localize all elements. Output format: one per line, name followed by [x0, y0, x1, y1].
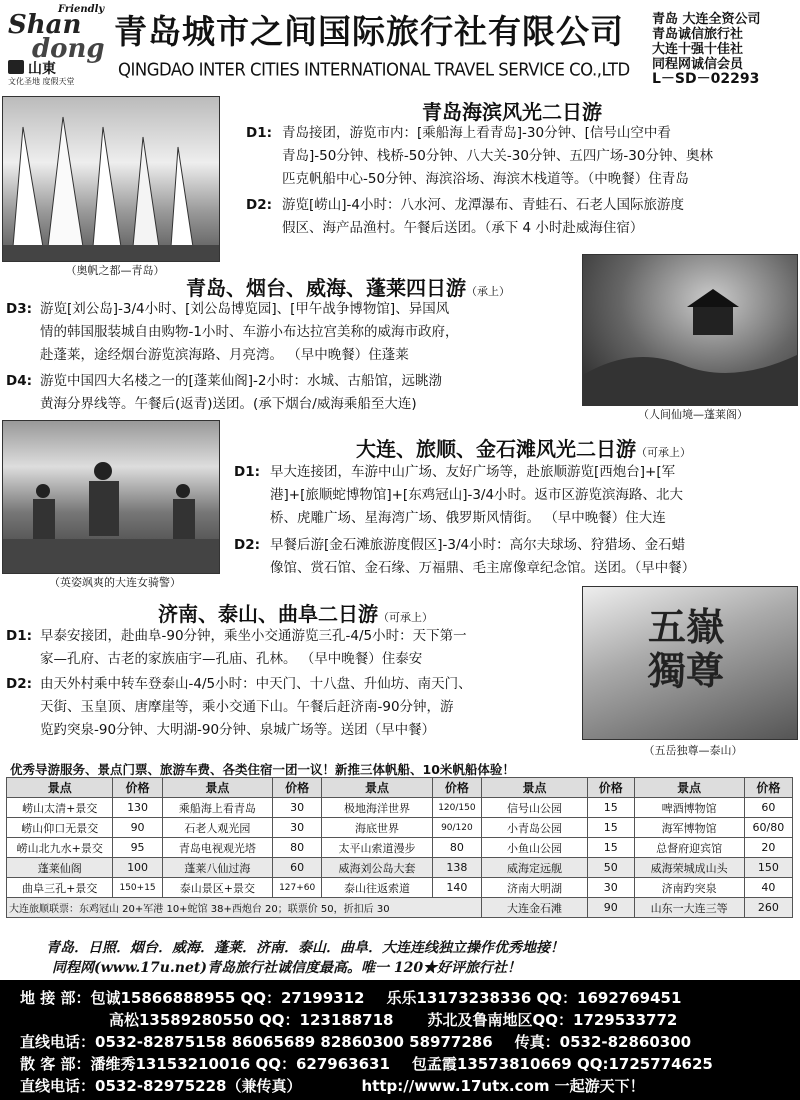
tour-title [158, 598, 433, 627]
credential-line: 同程网诚信会员 [652, 57, 744, 72]
table-cell: 60 [744, 798, 792, 818]
contact-text: 包诚15866888955 QQ：27199312 [90, 989, 365, 1007]
table-row [7, 798, 793, 818]
table-row [7, 898, 793, 918]
table-cell: 15 [587, 798, 634, 818]
tour-day [246, 194, 796, 240]
day-line: 家—孔府、古老的家族庙宇—孔庙、孔林。 （早中晚餐）住泰安 [40, 651, 423, 667]
day-line: 天街、玉皇顶、唐摩崖等，乘小交通下山。午餐后赶济南-90分钟，游 [40, 699, 454, 715]
credential-line: 青岛诚信旅行社 [652, 27, 744, 42]
table-cell: 济南趵突泉 [634, 878, 744, 898]
photo-caption: （人间仙境—蓬莱阁） [638, 408, 748, 421]
table-cell: 泰山往返索道 [322, 878, 432, 898]
table-cell: 15 [587, 838, 634, 858]
table-cell: 90/120 [432, 818, 481, 838]
contact-text: 苏北及鲁南地区QQ：1729533772 [427, 1011, 678, 1029]
table-cell: 小青岛公园 [482, 818, 588, 838]
stone-inscription: 五嶽獨尊 [647, 604, 724, 693]
photo-taishan [582, 586, 798, 740]
credential-line: 大连十强十佳社 [652, 42, 744, 57]
contact-text: 0532-82975228（兼传真） [95, 1077, 302, 1095]
table-cell: 威海定远舰 [482, 858, 588, 878]
table-cell: 太平山索道漫步 [322, 838, 432, 858]
table-cell: 40 [744, 878, 792, 898]
contact-row [20, 1031, 691, 1052]
tour-title-text: 大连、旅顺、金石滩风光二日游 [356, 437, 636, 461]
contact-label: 散 客 部： [20, 1055, 91, 1073]
contact-label: 地 接 部： [20, 989, 91, 1007]
day-label: D4: [6, 373, 32, 389]
day-label: D2: [246, 197, 272, 213]
contact-label: 直线电话： [20, 1033, 96, 1051]
tour-note: （可承上） [636, 446, 691, 459]
table-cell: 150+15 [113, 878, 162, 898]
table-header-cell: 价格 [273, 778, 322, 798]
company-name-en: QINGDAO INTER CITIES INTERNATIONAL TRAVEL SERVICE CO.,LTD [118, 59, 630, 80]
table-cell: 140 [432, 878, 481, 898]
table-cell: 120/150 [432, 798, 481, 818]
table-cell: 山东一大连三等 [634, 898, 744, 918]
table-cell: 100 [113, 858, 162, 878]
photo-caption: （英姿飒爽的大连女骑警） [49, 576, 181, 589]
table-cell: 信号山公园 [482, 798, 588, 818]
day-label: D2: [6, 676, 32, 692]
horse-riders-icon [3, 421, 219, 573]
contact-label: 直线电话： [20, 1077, 96, 1095]
day-line: 青岛接团，游览市内：[乘船海上看青岛]-30分钟、[信号山空中看 [282, 125, 671, 141]
photo-caption: （奥帆之都—青岛） [65, 264, 165, 277]
credential-line: 青岛 大连全资公司 [652, 12, 761, 27]
tour-title: 青岛海滨风光二日游 [422, 100, 602, 124]
table-cell: 崂山北九水+景交 [7, 838, 113, 858]
table-cell: 15 [587, 818, 634, 838]
pavilion-icon [583, 255, 797, 405]
logo-dong: dong [32, 34, 105, 64]
table-cell: 130 [113, 798, 162, 818]
table-cell: 小鱼山公园 [482, 838, 588, 858]
website-link[interactable]: http://www.17utx.com 一起游天下！ [361, 1077, 645, 1095]
table-cell: 30 [587, 878, 634, 898]
table-cell: 极地海洋世界 [322, 798, 432, 818]
contact-text: 高松13589280550 QQ：123188718 [109, 1011, 394, 1029]
tour-title [186, 272, 510, 301]
day-line: 桥、虎雕广场、星海湾广场、俄罗斯风情街。 （早中晚餐）住大连 [270, 510, 666, 526]
logo-cn: 山東 [28, 61, 56, 77]
tour-day [234, 461, 798, 530]
table-cell: 乘船海上看青岛 [162, 798, 272, 818]
day-line: 像馆、赏石馆、金石缘、万福鼎、毛主席像章纪念馆。送团。（早中餐） [270, 560, 696, 576]
contact-row [20, 987, 681, 1008]
day-label: D2: [234, 537, 260, 553]
table-cell: 90 [587, 898, 634, 918]
company-name-cn: 青岛城市之间国际旅行社有限公司 [114, 12, 624, 51]
logo-friendly: Friendly [58, 4, 105, 15]
table-cell: 青岛电视观光塔 [162, 838, 272, 858]
day-label: D1: [246, 125, 272, 141]
tour-note: （可承上） [378, 611, 433, 624]
table-cell: 80 [432, 838, 481, 858]
table-cell: 127+60 [273, 878, 322, 898]
table-row [7, 858, 793, 878]
day-label: D1: [234, 464, 260, 480]
slogan: 同程网(www.17u.net)青岛旅行社诚信度最高。唯一 120★好评旅行社！ [52, 960, 522, 976]
tour-day [6, 673, 578, 742]
table-cell: 90 [113, 818, 162, 838]
day-line: 假区、海产品渔村。午餐后送团。（承下 4 小时赴威海住宿） [282, 220, 644, 236]
table-row [7, 818, 793, 838]
tour-day [246, 122, 796, 191]
day-line: 游览[崂山]-4小时：八水河、龙潭瀑布、青蛙石、石老人国际旅游度 [282, 197, 684, 213]
promo-line: 优秀导游服务、景点门票、旅游车费、各类住宿一团一议！新推三体帆船、10米帆船体验！ [10, 762, 515, 777]
tour-note: （承上） [466, 285, 510, 298]
logo-seal-icon [8, 60, 24, 74]
table-header-cell: 景点 [162, 778, 272, 798]
contact-text: 0532-82875158 86065689 82860300 58977286 [95, 1033, 493, 1051]
photo-caption: （五岳独尊—泰山） [643, 744, 743, 757]
day-label: D1: [6, 628, 32, 644]
table-cell: 蓬莱八仙过海 [162, 858, 272, 878]
table-cell: 威海刘公岛大套 [322, 858, 432, 878]
table-cell: 海军博物馆 [634, 818, 744, 838]
table-header-cell: 价格 [113, 778, 162, 798]
table-row [7, 838, 793, 858]
contact-text: 传真：0532-82860300 [514, 1033, 692, 1051]
table-cell: 95 [113, 838, 162, 858]
photo-police [2, 420, 220, 574]
table-cell: 崂山仰口无景交 [7, 818, 113, 838]
table-header-cell: 景点 [322, 778, 432, 798]
table-header-cell: 价格 [587, 778, 634, 798]
day-line: 早餐后游[金石滩旅游度假区]-3/4小时：高尔夫球场、狩猎场、金石蜡 [270, 537, 686, 553]
table-row [7, 878, 793, 898]
table-cell: 50 [587, 858, 634, 878]
table-cell: 泰山景区+景交 [162, 878, 272, 898]
table-header-cell: 价格 [432, 778, 481, 798]
day-line: 港]+[旅顺蛇博物馆]+[东鸡冠山]-3/4小时。返市区游览滨海路、北大 [270, 487, 684, 503]
day-line: 游览中国四大名楼之一的[蓬莱仙阁]-2小时：水城、古船馆，远眺渤 [40, 373, 442, 389]
day-line: 早泰安接团，赴曲阜-90分钟，乘坐小交通游览三孔-4/5小时：天下第一 [40, 628, 467, 644]
logo-shan: Shan [8, 10, 82, 40]
contact-row [109, 1009, 677, 1030]
table-cell: 30 [273, 798, 322, 818]
table-cell: 石老人观光园 [162, 818, 272, 838]
table-cell: 30 [273, 818, 322, 838]
table-cell: 蓬莱仙阁 [7, 858, 113, 878]
table-cell: 海底世界 [322, 818, 432, 838]
day-line: 游览[刘公岛]-3/4小时、[刘公岛博览园]、[甲午战争博物馆]、异国风 [40, 301, 450, 317]
table-header-cell: 景点 [7, 778, 113, 798]
table-header-cell: 景点 [634, 778, 744, 798]
contact-row [20, 1053, 713, 1074]
license-number: L－SD－02293 [652, 71, 760, 87]
table-cell: 60/80 [744, 818, 792, 838]
logo-tagline: 文化圣地 度假天堂 [8, 77, 75, 86]
contact-row [20, 1075, 645, 1096]
table-header-row [7, 778, 793, 798]
day-line: 青岛]-50分钟、栈桥-50分钟、八大关-30分钟、五四广场-30分钟、奥林 [282, 148, 713, 164]
table-cell: 总督府迎宾馆 [634, 838, 744, 858]
tour-title [356, 433, 691, 462]
contact-text: 包孟霞13573810669 QQ:1725774625 [411, 1055, 713, 1073]
day-label: D3: [6, 301, 32, 317]
photo-penglai [582, 254, 798, 406]
table-cell: 大连金石滩 [482, 898, 588, 918]
day-line: 情的韩国服装城自由购物-1小时、车游小布达拉宫美称的威海市政府， [40, 324, 459, 340]
table-cell: 啤酒博物馆 [634, 798, 744, 818]
day-line: 由天外村乘中转车登泰山-4/5小时：中天门、十八盘、升仙坊、南天门、 [40, 676, 472, 692]
table-cell: 崂山太清+景交 [7, 798, 113, 818]
company-credentials [652, 12, 798, 87]
tour-day [6, 370, 578, 416]
table-cell: 济南大明湖 [482, 878, 588, 898]
table-cell: 大连旅顺联票：东鸡冠山 20+军港 10+蛇馆 38+西炮台 20；联票价 50，折扣后 30 [7, 898, 482, 918]
day-line: 匹克帆船中心-50分钟、海滨浴场、海滨木栈道等。（中晚餐）住青岛 [282, 171, 689, 187]
day-line: 览趵突泉-90分钟、大明湖-90分钟、泉城广场等。送团（早中餐） [40, 722, 436, 738]
tour-day [6, 298, 578, 367]
slogan: 青岛．日照．烟台．威海．蓬莱．济南．泰山．曲阜．大连连线独立操作优秀地接！ [46, 940, 564, 956]
tour-day [234, 534, 798, 580]
day-line: 黄海分界线等。午餐后(返青)送团。(承下烟台/威海乘船至大连) [40, 396, 417, 412]
day-line: 早大连接团，车游中山广场、友好广场等，赴旅顺游览[西炮台]+[军 [270, 464, 676, 480]
table-cell: 260 [744, 898, 792, 918]
logo [6, 4, 106, 86]
tour-day [6, 625, 578, 671]
contact-footer [0, 980, 800, 1100]
table-cell: 150 [744, 858, 792, 878]
tour-title-text: 济南、泰山、曲阜二日游 [158, 602, 378, 626]
table-header-cell: 景点 [482, 778, 588, 798]
table-cell: 138 [432, 858, 481, 878]
table-cell: 80 [273, 838, 322, 858]
sailboats-icon [3, 97, 219, 261]
day-line: 赴蓬莱，途经烟台游览滨海路、月亮湾。 （早中晚餐）住蓬莱 [40, 347, 409, 363]
contact-text: 乐乐13173238336 QQ：1692769451 [386, 989, 682, 1007]
contact-text: 潘维秀13153210016 QQ：627963631 [90, 1055, 390, 1073]
photo-sailing [2, 96, 220, 262]
price-table [6, 777, 793, 918]
table-cell: 20 [744, 838, 792, 858]
table-cell: 曲阜三孔+景交 [7, 878, 113, 898]
table-cell: 威海荣城成山头 [634, 858, 744, 878]
table-header-cell: 价格 [744, 778, 792, 798]
tour-title-text: 青岛、烟台、威海、蓬莱四日游 [186, 276, 466, 300]
table-cell: 60 [273, 858, 322, 878]
